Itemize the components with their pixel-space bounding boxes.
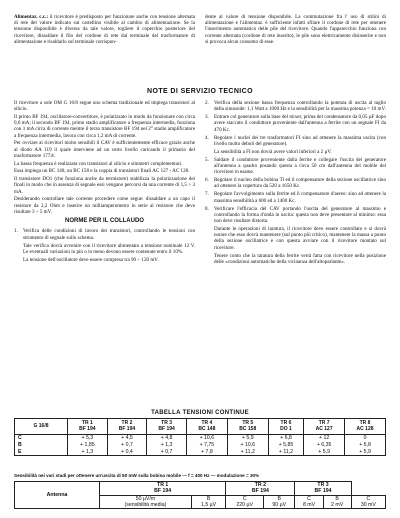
voltage-cell	[68, 435, 108, 456]
sensitivity-table-header	[15, 482, 386, 496]
step-text: Regolare il nucleo della bobina Tl ed il compensatore della sezione oscillatrice sino ad ottenere la copertura da 520 a 1650 Kc.	[214, 177, 386, 190]
step-text: Durante le operazioni di taratura, il ricevitore deve essere controllato e si dovrà notare che esso dovrà mantenere (sul punto più critico), mantenere la massa a punto della sezione oscillatrice e con questa avviare con il ricevitore montato sul ricevitore.	[214, 226, 386, 251]
step-number: 5.	[205, 156, 209, 163]
voltage-cell	[268, 435, 303, 456]
column-header	[345, 419, 386, 435]
stage-header	[226, 482, 295, 496]
column-header	[268, 419, 303, 435]
tr-label: TR 6	[280, 419, 292, 426]
voltage-cell	[186, 435, 227, 456]
intro-left-paragraph	[14, 14, 195, 45]
sensitivity-cell	[295, 495, 323, 509]
electrode-label: C	[307, 495, 311, 502]
voltage-value: + 5,3	[81, 435, 94, 441]
sensitivity-table	[14, 481, 386, 509]
service-note: La bassa frequenza è realizzata con transistori al silicio e simmetri complementari.	[14, 160, 183, 167]
procedure-step	[205, 149, 386, 155]
column-header	[68, 419, 108, 435]
column-header	[147, 419, 187, 435]
electrode-label: C	[242, 495, 247, 502]
transistor-type: BC 158	[239, 425, 257, 432]
step-number	[205, 226, 214, 251]
sensitivity-cell	[226, 495, 264, 509]
antenna-value: 50 µV/m	[135, 495, 156, 502]
sensitivity-cell	[191, 495, 226, 509]
procedure-step	[205, 226, 386, 251]
service-note: Il primo BF 194, oscillatore-convertitore, è polarizzato in modo da funzionare con circa 0,6 mA; il secondo BF 194, primo stadio amplificatore a frequenza intermedia, funziona con 1 mA circa di corrente mentre il terzo transistore BF 194 nel 2° stadio amplificatore a frequenza intermedia, lavora con circa 1,2 mA di corrente.	[14, 114, 195, 139]
voltage-value: + 12	[318, 435, 330, 441]
model-cell: G 16/8	[15, 419, 68, 435]
voltage-table-body	[15, 435, 386, 456]
norme-item-number	[14, 257, 23, 263]
procedure-step	[205, 157, 386, 176]
step-text: Regolare i nuclei dei tre trasformatori FI sino ad ottenere la massima uscita (con livello molto deboli del generatore).	[214, 134, 386, 147]
procedure-step	[205, 135, 386, 147]
step-number	[205, 149, 214, 155]
transistor-type: BF 194	[158, 425, 175, 432]
transistor-type: BF 194	[314, 488, 332, 495]
tr-label: TR 3	[161, 419, 173, 426]
step-number: 2.	[205, 100, 209, 106]
transistor-type: AC 128	[356, 425, 374, 432]
norme-item-text: La tensione dell'oscillatore deve essere compresa tra 90 ÷ 120 mV.	[23, 256, 159, 263]
tr-label: TR 5	[242, 419, 254, 426]
voltage-value: + 0,7	[160, 448, 173, 455]
voltage-value: + 6,8	[280, 435, 292, 441]
sensitivity-cell	[351, 495, 385, 509]
voltage-value: + 1,3	[160, 441, 173, 448]
antenna-value-cell	[100, 495, 192, 509]
transistor-type: AC 127	[315, 425, 333, 432]
voltage-value: + 7,75	[199, 441, 215, 448]
norme-item-number	[14, 243, 23, 255]
step-number: 4.	[205, 134, 209, 141]
step-text: Entrare col generatore sulla base del mixer, prima del condensatore da 0,05 µF dopo avere staccato il conduttore proveniente dall'antenna a ferrite con un segnale FI da 470 Kc.	[214, 114, 386, 133]
voltage-value: + 11,2	[278, 448, 294, 455]
voltage-value: + 4,5	[121, 435, 133, 441]
norme-item	[14, 228, 195, 240]
voltage-value: + 4,8	[160, 435, 173, 441]
voltage-table-header	[15, 419, 386, 435]
voltage-value: + 10,6	[240, 441, 256, 448]
step-number: 3.	[205, 114, 209, 121]
electrode-label: B	[335, 495, 339, 502]
voltage-value: + 5,9	[318, 448, 330, 455]
step-text: Tenere conto che la taratura della ferrite verrà fatta con ricevitore nella posizione delle «condizioni automatiche della vicinanza dell'altoparlante».	[214, 252, 386, 265]
voltage-cell	[147, 435, 187, 456]
service-notes-left-column	[14, 100, 195, 265]
row-label: C	[18, 435, 22, 441]
electrode-label: B	[277, 495, 281, 502]
intro-right-column	[205, 14, 386, 47]
procedure-step	[205, 206, 386, 225]
procedure-step	[205, 114, 386, 133]
tr-label: TR 4	[201, 419, 213, 426]
procedure-step	[205, 100, 386, 112]
sensitivity-value: 8 mV	[302, 502, 316, 509]
transistor-type: DO 1	[280, 425, 292, 432]
norme-item	[14, 257, 195, 263]
stage-header	[100, 482, 226, 496]
column-header	[304, 419, 345, 435]
antenna-note: (sensibilità media)	[124, 502, 167, 509]
stage-header	[295, 482, 351, 496]
tr-label: TR 1	[81, 419, 93, 426]
electrode-label: B	[206, 495, 211, 502]
norme-item-text: Verifica delle condizioni di lavoro dei transistori, controllando le tensioni con strumento di segnale sullo schema.	[23, 228, 195, 241]
voltage-value: + 1,3	[81, 448, 94, 455]
intro-left-text: il ricevitore è predisposto per funzionare anche con tensione alternata di rete del valore indicato sul cartellino visibile al cambio di alimentazione. Se la tensione disponibile è diversa da tale valore, togliere il coperchio posteriore del ricevitore, dissaldare il filo del cordone di rete dal terminale del trasformatore di alimentazione e risaldarlo sul terminale corrispon-	[14, 14, 195, 45]
service-note: Per ovviare ai ricevitori molto sensibili il CAV è sufficientemente efficace grazie anche al diodo AA 119 il quale interviene ad un certo livello caricando il primario del trasformatore 1774/.	[14, 140, 195, 159]
intro-right-paragraph: dente al valore di tensione disponibile. La commutazione fra l' uso di stilini di alimentazione e l'alimentaz. è sufficiente infatti sfilare il cordone di rete per ottenere l'inserimento automatico delle pile del ricevitore. Quando l'apparecchio funziona con corrente alternata (cordone di rete inserito), le pile sono elettricamente disinserite e non si provoca alcun consumo di esse.	[205, 14, 386, 45]
sensitivity-value: 220 µV	[236, 502, 253, 509]
step-number	[205, 253, 214, 265]
intro-lead: Alimentaz. c.c.:	[14, 14, 49, 20]
voltage-value: 0	[363, 435, 367, 441]
procedure-step	[205, 177, 386, 189]
column-header	[227, 419, 268, 435]
sensitivity-value: 90 µV	[272, 502, 287, 509]
norme-item-number: 1.	[14, 228, 18, 235]
voltage-value: + 5,9	[359, 448, 371, 455]
voltage-value: + 6,35	[316, 441, 332, 448]
voltage-value: + 0,4	[121, 448, 133, 455]
sensitivity-value: 2 mV	[331, 502, 344, 509]
voltage-value: + 5,8	[359, 441, 371, 448]
intro-left-column	[14, 14, 195, 47]
column-header	[107, 419, 147, 435]
voltage-value: + 0,7	[121, 441, 133, 448]
service-note: Il ricevitore a sole OM G 16/8 segue uno schema tradizionale ed impiega transistori al silicio.	[14, 100, 195, 113]
voltage-value: + 7,8	[201, 448, 213, 455]
sensitivity-cell	[263, 495, 294, 509]
tr-label: TR 7	[318, 419, 330, 426]
voltage-value: + 5,9	[241, 435, 254, 441]
voltage-cell	[107, 435, 147, 456]
voltage-cell	[304, 435, 345, 456]
voltage-value: + 11,2	[240, 448, 255, 455]
step-text: Verifica della sezione bassa frequenza controllando la potenza di uscita al taglio della sinusoide: 1,1 Watt a 1000 Hz e la sensibilità per la massima potenza = 10 mV.	[214, 100, 386, 113]
voltage-value: + 1,85	[80, 441, 95, 448]
sensitivity-value: 30 mV	[360, 502, 376, 509]
norme-item	[14, 243, 195, 255]
step-number: 6.	[205, 177, 209, 184]
step-number: 7.	[205, 191, 209, 198]
sensitivity-cell	[323, 495, 351, 509]
service-note: Desiderando controllare tale corrente procedere come segue: dissaldare a un capo il resistore da 2,2 Ohm e inserire un milliamperometro in serie al resistore che deve risultare 3 ÷ 5 mV.	[14, 196, 195, 215]
step-text: Verificare l'efficacia del CAV portando l'uscita del generatore al massimo e controllando la forma d'onda in uscita: questa non deve presentare al minimo: essa non deve risultare distorta.	[214, 205, 386, 225]
voltage-value: + 10,6	[199, 435, 215, 441]
voltage-cell	[345, 435, 386, 456]
main-heading: NOTE DI SERVIZIO TECNICO	[147, 88, 253, 95]
electrode-label: C	[366, 495, 371, 502]
tr-label: TR 1	[157, 482, 169, 488]
step-text: La sensibilità a FI non dovrà avere valori inferiori a 2 µV.	[214, 148, 332, 155]
service-notes-right-column	[205, 100, 386, 267]
voltage-table	[14, 418, 386, 456]
procedure-step	[205, 253, 386, 265]
service-note: Il transistore DO1 (che funziona anche da termistore) stabilizza la polarizzazione dei finali in modo che in assenza di segnale essi vengano percorsi da una corrente di 1,5 ÷ 3 mA.	[14, 176, 195, 195]
transistor-type: BF 194	[251, 488, 269, 495]
table-title: TABELLA TENSIONI CONTINUE	[151, 410, 249, 416]
voltage-cell	[227, 435, 268, 456]
tr-label: TR 8	[359, 419, 371, 426]
sensitivity-caption: Sensibilità nei vari stadi per ottenere un'uscita di 50 mW sulla bobina mobile — f = 400 Hz — modulazione = 30%	[14, 473, 260, 478]
procedure-step	[205, 191, 386, 203]
row-labels	[15, 435, 68, 456]
tr-label: TR 2	[121, 419, 133, 426]
transistor-type: BC 148	[198, 425, 216, 432]
transistor-type: BF 194	[79, 425, 96, 432]
step-text: Regolare l'avvolgimento sulla ferrite ed il compensatore d'aereo: sino ad ottenere la massima sensibilità a 600 ed a 1400 Kc.	[214, 191, 386, 204]
step-number: 8.	[205, 205, 209, 212]
transistor-type: BF 194	[154, 488, 172, 495]
voltage-value: + 5,85	[278, 441, 294, 448]
service-note: Essa impiega un BC 148, un BC 158 e la coppia di transistori finali AC 127 - AC 128.	[14, 168, 190, 175]
row-label: B	[18, 441, 22, 448]
norme-item-text: Tale verifica dovrà avvenire con il ricevitore alimentato a tensione nominale 12 V. Le eventuali variazioni in più o in meno devono essere contenute entro il 10%.	[23, 242, 195, 255]
norme-heading: NORME PER IL COLLAUDO	[65, 218, 144, 225]
step-text: Saldare il conduttore proveniente dalla ferrite e collegare l'uscita del generatore all'antenna a quadro posando questa a circa 50 cm dall'antenna del mobile del ricevitore in esame.	[214, 156, 386, 176]
antenna-header: Antenna	[15, 482, 100, 509]
column-header	[186, 419, 227, 435]
tr-label: TR 2	[254, 482, 267, 488]
transistor-type: BF 194	[118, 425, 136, 432]
row-label: E	[18, 448, 22, 455]
sensitivity-value: 1,5 µV	[201, 502, 217, 509]
tr-label: TR 3	[317, 482, 329, 488]
